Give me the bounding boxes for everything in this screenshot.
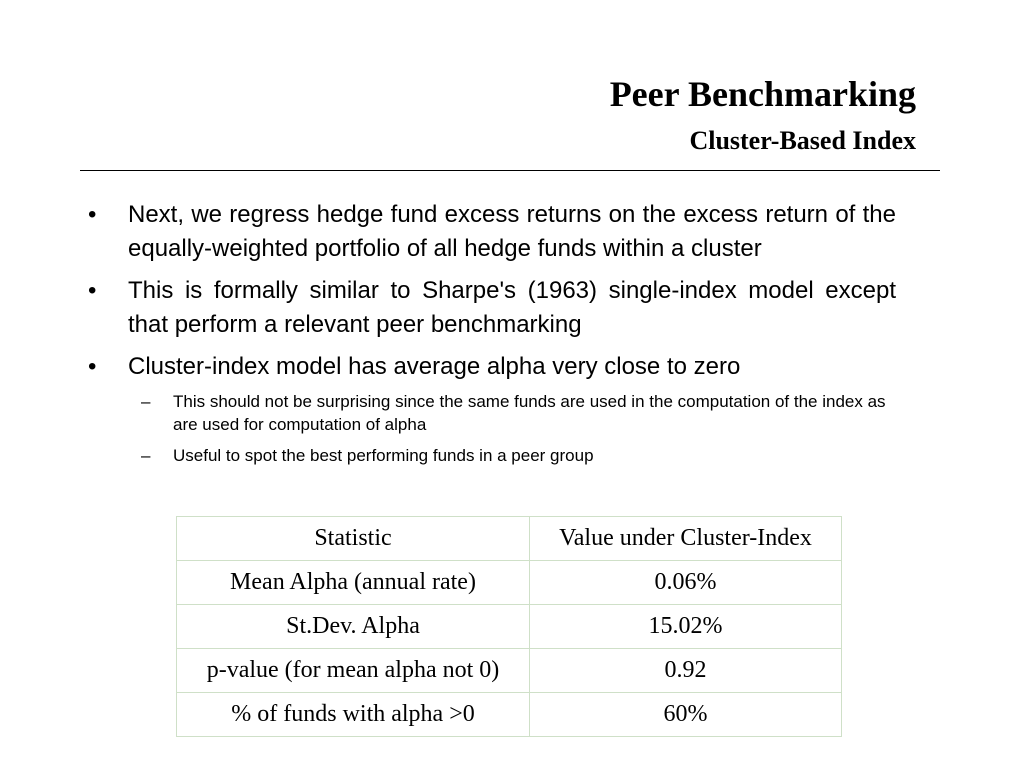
value-cell: 60%: [530, 693, 842, 737]
page-title: Peer Benchmarking: [609, 74, 916, 114]
bullet-text: Next, we regress hedge fund excess returns on the excess return of the equally-weighted portfolio of all hedge funds within a cluster: [128, 201, 896, 262]
sub-bullet-item: [128, 444, 896, 467]
statistic-cell: p-value (for mean alpha not 0): [177, 649, 530, 693]
value-cell: 15.02%: [530, 605, 842, 649]
value-cell: 0.06%: [530, 561, 842, 605]
statistic-cell: St.Dev. Alpha: [177, 605, 530, 649]
table-row: [177, 649, 842, 693]
table-row: [177, 605, 842, 649]
sub-bullet-marker: –: [141, 392, 151, 411]
bullet-item: [88, 198, 896, 266]
page-subtitle: Cluster-Based Index: [689, 126, 916, 155]
sub-bullet-text: Useful to spot the best performing funds in a peer group: [173, 446, 594, 465]
slide-body: [88, 198, 896, 475]
table-row: [177, 561, 842, 605]
statistics-table: [176, 516, 842, 737]
bullet-text: Cluster-index model has average alpha very close to zero: [128, 353, 741, 380]
sub-bullet-text: This should not be surprising since the same funds are used in the computation of the index as are used for computation of alpha: [173, 392, 886, 434]
bullet-marker: •: [88, 353, 97, 380]
bullet-list: [88, 198, 896, 467]
bullet-text: This is formally similar to Sharpe's (1963) single-index model except that perform a relevant peer benchmarking: [128, 277, 896, 338]
table-row: [177, 693, 842, 737]
column-header-value: Value under Cluster-Index: [530, 517, 842, 561]
bullet-marker: •: [88, 277, 97, 304]
sub-bullet-list: [128, 390, 896, 467]
slide-title: [610, 72, 916, 156]
bullet-item: [88, 274, 896, 342]
bullet-marker: •: [88, 201, 97, 228]
sub-bullet-marker: –: [141, 446, 151, 465]
table-header-row: [177, 517, 842, 561]
title-divider: [80, 170, 940, 171]
column-header-statistic: Statistic: [177, 517, 530, 561]
bullet-item: [88, 350, 896, 467]
statistic-cell: % of funds with alpha >0: [177, 693, 530, 737]
sub-bullet-item: [128, 390, 896, 436]
value-cell: 0.92: [530, 649, 842, 693]
statistic-cell: Mean Alpha (annual rate): [177, 561, 530, 605]
